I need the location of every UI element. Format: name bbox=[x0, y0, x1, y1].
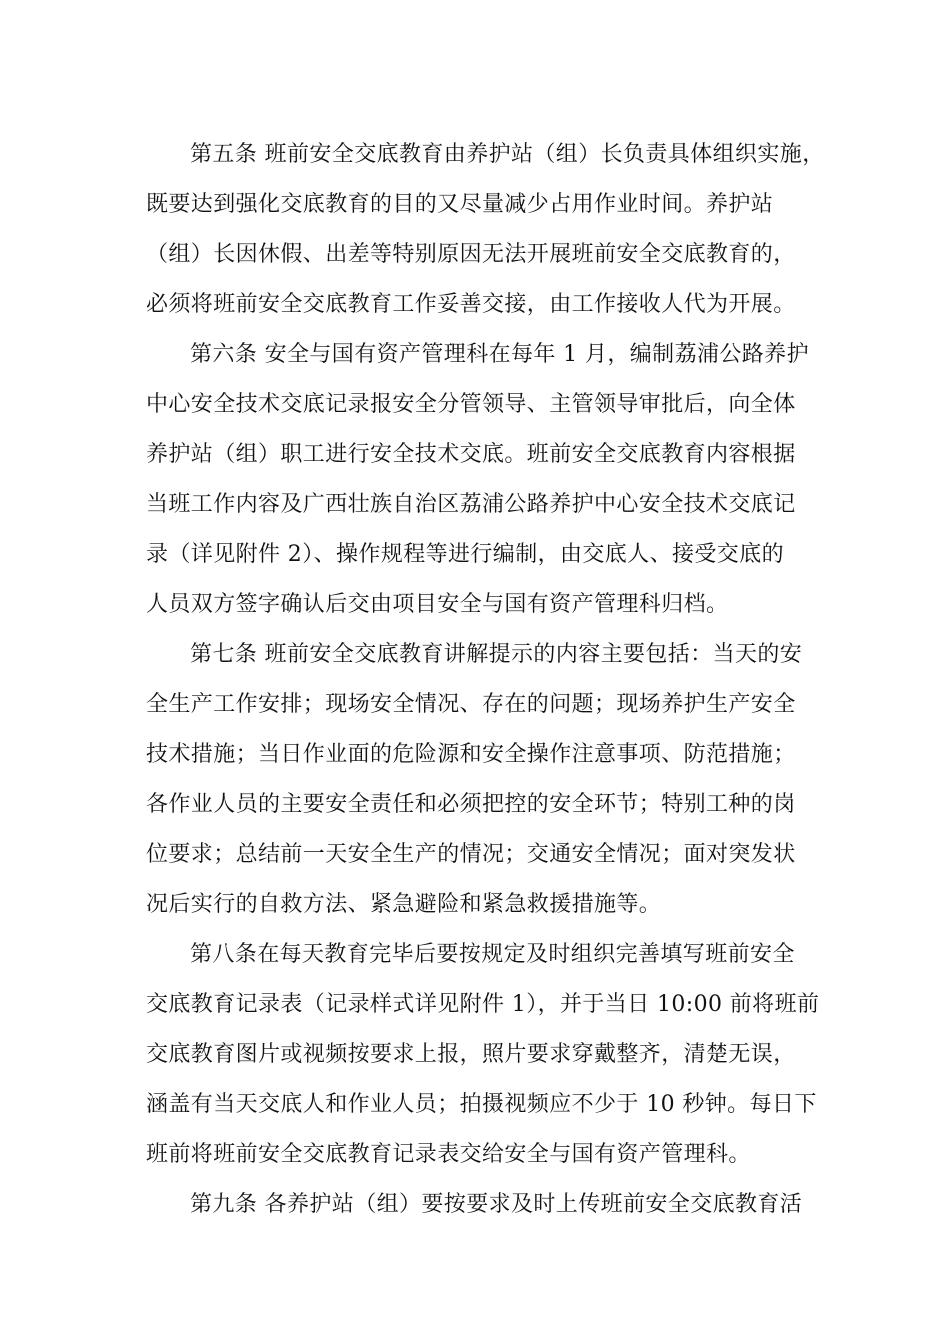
text-line: 人员双方签字确认后交由项目安全与国有资产管理科归档。 bbox=[146, 592, 729, 617]
text-line: 第五条 班前安全交底教育由养护站（组）长负责具体组织实施， bbox=[190, 142, 825, 167]
text-line: 各作业人员的主要安全责任和必须把控的安全环节；特别工种的岗 bbox=[146, 792, 796, 817]
text-line: 班前将班前安全交底教育记录表交给安全与国有资产管理科。 bbox=[146, 1142, 751, 1167]
paragraph-article-6 bbox=[146, 330, 808, 630]
paragraph-article-9 bbox=[146, 1180, 808, 1230]
text-line: 当班工作内容及广西壮族自治区荔浦公路养护中心安全技术交底记 bbox=[146, 492, 796, 517]
text-line: 中心安全技术交底记录报安全分管领导、主管领导审批后，向全体 bbox=[146, 392, 796, 417]
text-line: 位要求；总结前一天安全生产的情况；交通安全情况；面对突发状 bbox=[146, 842, 796, 867]
text-line: 交底教育图片或视频按要求上报，照片要求穿戴整齐，清楚无误， bbox=[146, 1042, 796, 1067]
document-body bbox=[146, 130, 825, 1230]
text-line: 第八条在每天教育完毕后要按规定及时组织完善填写班前安全 bbox=[190, 942, 795, 967]
paragraph-article-8 bbox=[146, 930, 820, 1180]
text-line: 养护站（组）职工进行安全技术交底。班前安全交底教育内容根据 bbox=[146, 442, 796, 467]
text-line: 况后实行的自救方法、紧急避险和紧急救援措施等。 bbox=[146, 892, 662, 917]
text-line: 交底教育记录表（记录样式详见附件 1），并于当日 10:00 前将班前 bbox=[146, 992, 820, 1017]
text-line: 录（详见附件 2）、操作规程等进行编制，由交底人、接受交底的 bbox=[146, 542, 784, 567]
text-line: （组）长因休假、出差等特别原因无法开展班前安全交底教育的， bbox=[146, 242, 796, 267]
text-line: 必须将班前安全交底教育工作妥善交接，由工作接收人代为开展。 bbox=[146, 292, 796, 317]
text-line: 技术措施；当日作业面的危险源和安全操作注意事项、防范措施； bbox=[146, 742, 796, 767]
text-line: 第九条 各养护站（组）要按要求及时上传班前安全交底教育活 bbox=[190, 1192, 803, 1217]
text-line: 既要达到强化交底教育的目的又尽量减少占用作业时间。养护站 bbox=[146, 192, 774, 217]
text-line: 第六条 安全与国有资产管理科在每年 1 月，编制荔浦公路养护 bbox=[190, 342, 809, 367]
text-line: 涵盖有当天交底人和作业人员；拍摄视频应不少于 10 秒钟。每日下 bbox=[146, 1092, 817, 1117]
text-line: 全生产工作安排；现场安全情况、存在的问题；现场养护生产安全 bbox=[146, 692, 796, 717]
text-line: 第七条 班前安全交底教育讲解提示的内容主要包括：当天的安 bbox=[190, 642, 803, 667]
paragraph-article-5 bbox=[146, 130, 825, 330]
paragraph-article-7 bbox=[146, 630, 808, 930]
